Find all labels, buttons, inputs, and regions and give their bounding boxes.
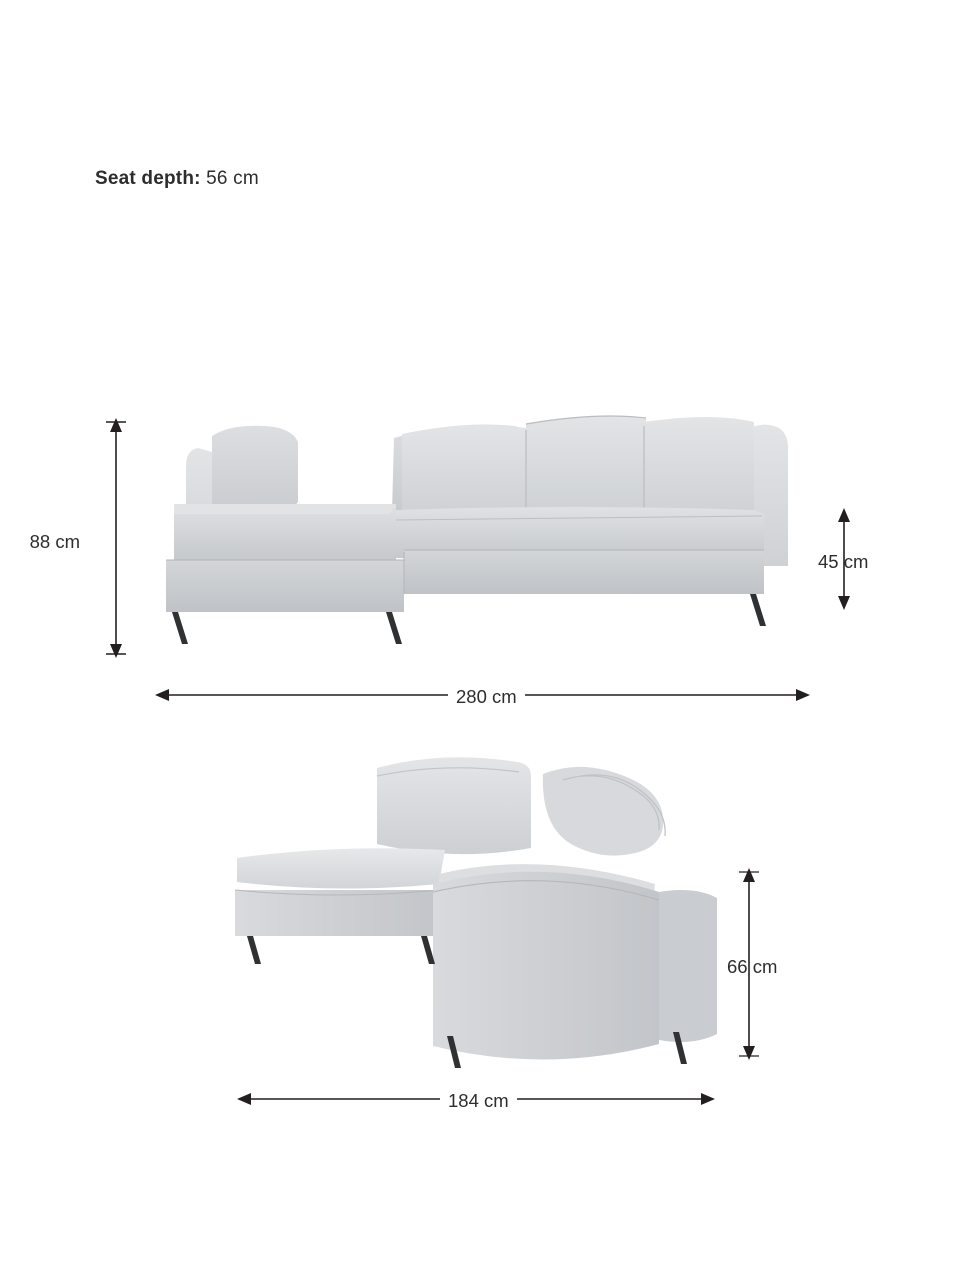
height-dimension-arrow [104,418,128,658]
width-dimension-label: 280 cm [448,686,525,708]
angled-view-sofa [225,740,745,1080]
depth-dimension-label: 184 cm [440,1090,517,1112]
angled-view-sofa-drawing [225,740,745,1080]
seat-depth-value: 56 cm [206,168,259,189]
front-view-sofa-drawing [150,400,830,670]
height-dimension-label: 88 cm [29,531,80,552]
seat-depth-annotation [95,168,259,190]
back-height-dimension-label: 66 cm [727,956,778,977]
seat-depth-label: Seat depth: [95,168,201,189]
seat-height-dimension-label: 45 cm [818,551,869,572]
front-view-sofa [150,400,830,670]
